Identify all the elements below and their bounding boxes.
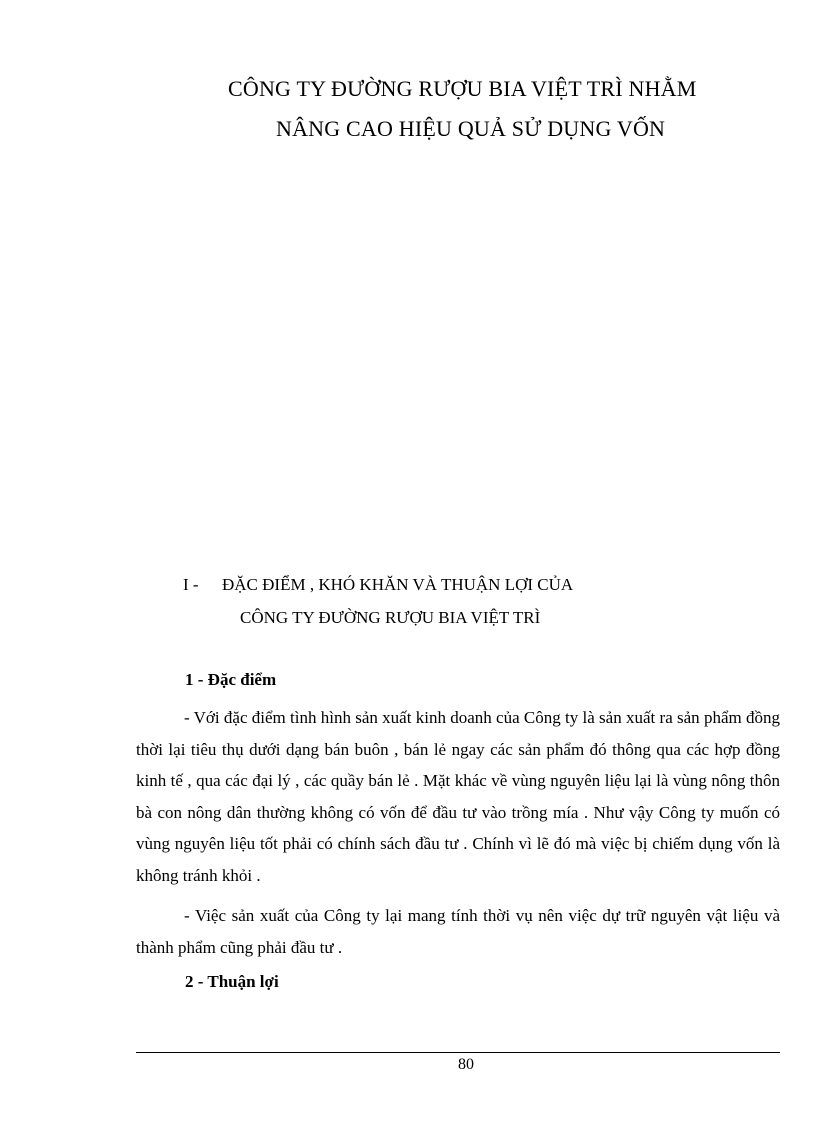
section-number: I - — [183, 575, 199, 594]
document-title-line-2: NÂNG CAO HIỆU QUẢ SỬ DỤNG VỐN — [276, 116, 666, 141]
section-heading-line-2: CÔNG TY ĐƯỜNG RƯỢU BIA VIỆT TRÌ — [240, 608, 541, 627]
page-number: 80 — [458, 1056, 474, 1073]
paragraph-dac-diem-1: - Với đặc điểm tình hình sản xuất kinh doanh của Công ty là sản xuất ra sản phẩm đồng thời lại tiêu thụ dưới dạng bán buôn , bán lẻ ngay các sản phẩm đó thông qua các hợp đồng kinh tế , qua các đại lý , các quầy bán lẻ . Mặt khác về vùng nguyên liệu lại là vùng nông thôn bà con nông dân thường không có vốn để đầu tư vào trồng mía . Như vậy Công ty muốn có vùng nguyên liệu tốt phải có chính sách đầu tư . Chính vì lẽ đó mà việc bị chiếm dụng vốn là không tránh khỏi . — [136, 708, 780, 885]
subsection-heading-thuan-loi: 2 - Thuận lợi — [185, 972, 279, 991]
paragraph-dac-diem-2: - Việc sản xuất của Công ty lại mang tính thời vụ nên việc dự trữ nguyên vật liệu và thành phẩm cũng phải đầu tư . — [136, 906, 780, 957]
footer-divider — [136, 1052, 780, 1053]
document-title-line-1: CÔNG TY ĐƯỜNG RƯỢU BIA VIỆT TRÌ NHẰM — [228, 76, 697, 101]
section-heading-line-1: ĐẶC ĐIỂM , KHÓ KHĂN VÀ THUẬN LỢI CỦA — [222, 575, 574, 594]
subsection-heading-dac-diem: 1 - Đặc điểm — [185, 670, 277, 689]
